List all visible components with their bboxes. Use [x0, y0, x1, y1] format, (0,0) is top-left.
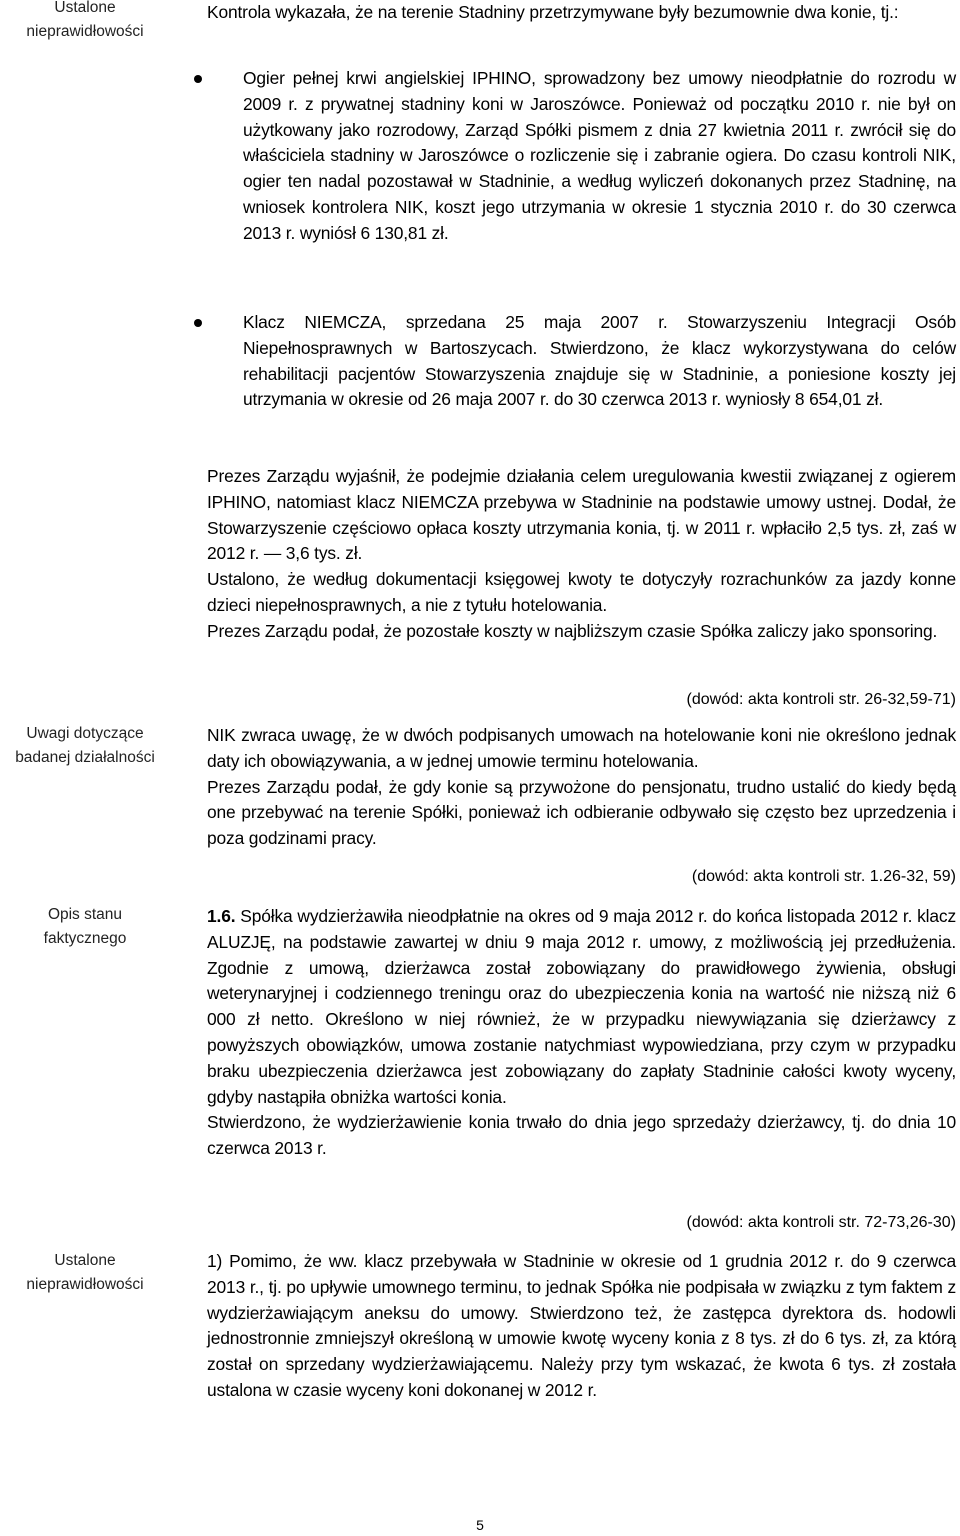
evidence-reference: (dowód: akta kontroli str. 1.26-32, 59) [691, 868, 956, 885]
bullet-icon [194, 75, 202, 83]
margin-note-irregularities-2: Ustalone nieprawidłowości [26, 1252, 144, 1293]
section-number: 1.6. [207, 906, 236, 926]
bullet-item-niemcza: Klacz NIEMCZA, sprzedana 25 maja 2007 r. Stowarzyszeniu Integracji Osób Niepełnosprawnych w Bartoszycach. Stwierdzono, że klacz wykorzystywana do celów rehabilitacji pacjentów Stowarzyszenia znajduje się w Stadninie, a poniesione koszty jej utrzymania w okresie od 26 maja 2007 r. do 30 czerwca 2013 r. wyniosły 8 654,01 zł. [243, 312, 956, 410]
margin-note-irregularities: Ustalone nieprawidłowości [26, 0, 144, 40]
remarks-block: NIK zwraca uwagę, że w dwóch podpisanych umowach na hotelowanie koni nie określono jednak daty ich obowiązywania, a w jednej umowie terminu hotelowania. Prezes Zarządu podał, że gdy konie są przywożone do pensjonatu, trudno ustalić do kiedy będą one przebywać na terenie Spółki, ponieważ ich odbieranie odbywało się często bez uprzedzenia i poza godzinami pracy. [207, 725, 956, 849]
bullet-icon [194, 319, 202, 327]
evidence-reference: (dowód: akta kontroli str. 72-73,26-30) [686, 1214, 956, 1231]
evidence-reference: (dowód: akta kontroli str. 26-32,59-71) [686, 691, 956, 708]
bullet-item-iphino: Ogier pełnej krwi angielskiej IPHINO, sprowadzony bez umowy nieodpłatnie do rozrodu w 2009 r. z prywatnej stadniny koni w Jaroszówce. Ponieważ od początku 2010 r. nie był on użytkowany jako rozrodowy, Zarząd Spółki pismem z dnia 27 kwietnia 2011 r. zwrócił się do właściciela stadniny w Jaroszówce o rozliczenie się i zabranie ogiera. Do czasu kontroli NIK, ogier ten nadal pozostawał w Stadninie, a według wyliczeń dokonanych przez Stadninę, na wniosek kontrolera NIK, koszt jego utrzymania w okresie 1 stycznia 2010 r. do 30 czerwca 2013 r. wyniósł 6 130,81 zł. [243, 68, 956, 243]
irregularity-paragraph: 1) Pomimo, że ww. klacz przebywała w Stadninie w okresie od 1 grudnia 2012 r. do 9 czerwca 2013 r., tj. po upływie umownego terminu, to jednak Spółka nie podpisała w związku z tym faktem z wydzierżawiającym aneksu do umowy. Stwierdzono też, że zastępca dyrektora ds. hodowli jednostronnie zmniejszył określoną w umowie kwotę wyceny konia z 8 tys. zł do 6 tys. zł, za którą został on sprzedany wydzierżawiającemu. Należy przy tym wskazać, że kwota 6 tys. zł została ustalona w czasie wyceny koni dokonanej w 2012 r. [207, 1251, 956, 1400]
margin-note-facts: Opis stanu faktycznego [43, 906, 127, 947]
intro-paragraph: Kontrola wykazała, że na terenie Stadniny przetrzymywane były bezumownie dwa konie, tj.: [207, 2, 899, 22]
margin-note-remarks: Uwagi dotyczące badanej działalności [15, 725, 155, 766]
page-number: 5 [476, 1517, 484, 1533]
section-1-6: 1.6. Spółka wydzierżawiła nieodpłatnie na okres od 9 maja 2012 r. do końca listopada 2012 r. klacz ALUZJĘ, na podstawie zawartej w dniu 9 maja 2012 r. umowy, z możliwością jej przedłużenia. Zgodnie z umową, dzierżawca został zobowiązany do prawidłowego żywienia, obsługi weterynaryjnej i codziennego treningu oraz do ubezpieczenia konia na wartość nie niższą niż 6 000 zł netto. Określono w niej również, że w przypadku niewywiązania się dzierżawcy z powyższych obowiązków, umowa zostanie natychmiast wypowiedziana, przy czym w przypadku braku ubezpieczenia dzierżawca jest zobowiązany do zapłaty Stadninie całości kwoty wyceny, gdyby nastąpiła obniżka wartości konia. Stwierdzono, że wydzierżawienie konia trwało do dnia jego sprzedaży dzierżawcy, tj. do dnia 10 czerwca 2013 r. [207, 906, 956, 1159]
explanation-block: Prezes Zarządu wyjaśnił, że podejmie działania celem uregulowania kwestii związanej z ogierem IPHINO, natomiast klacz NIEMCZA przebywa w Stadninie na podstawie umowy ustnej. Dodał, że Stowarzyszenie częściowo opłaca koszty utrzymania konia, tj. w 2011 r. wpłaciło 2,5 tys. zł, zaś w 2012 r. — 3,6 tys. zł. Ustalono, że według dokumentacji księgowej kwoty te dotyczyły rozrachunków za jazdy konne dzieci niepełnosprawnych, a nie z tytułu hotelowania. Prezes Zarządu podał, że pozostałe koszty w najbliższym czasie Spółka zaliczy jako sponsoring. [207, 466, 956, 641]
